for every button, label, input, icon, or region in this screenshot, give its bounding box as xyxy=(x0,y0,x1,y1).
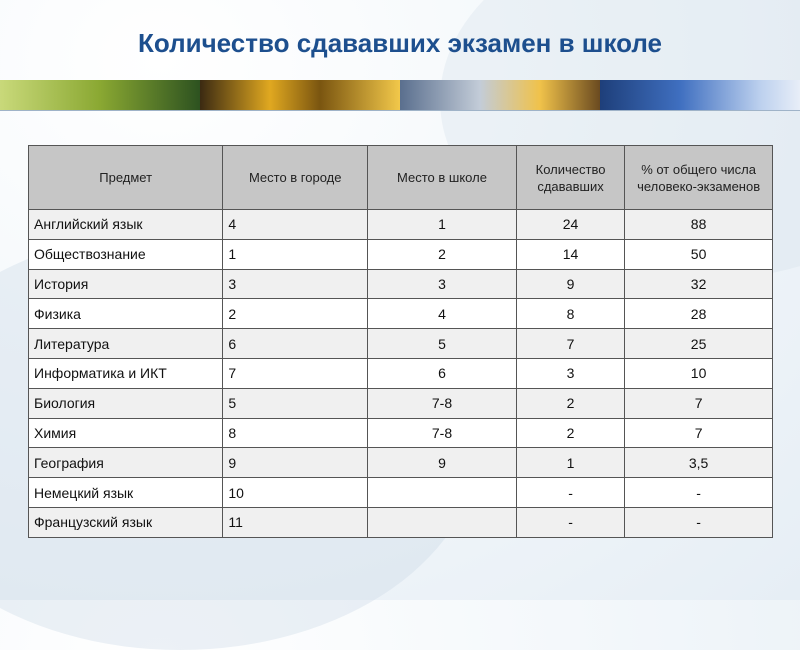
table-row xyxy=(29,269,773,299)
cell-count: 24 xyxy=(516,210,624,240)
cell-count: 2 xyxy=(516,388,624,418)
cell-percent: 32 xyxy=(625,269,773,299)
header-percent: % от общего числа человеко-экзаменов xyxy=(625,146,773,210)
cell-percent: 88 xyxy=(625,210,773,240)
cell-school-rank: 6 xyxy=(368,358,517,388)
cell-subject: Физика xyxy=(29,299,223,329)
cell-school-rank: 7-8 xyxy=(368,388,517,418)
cell-school-rank: 4 xyxy=(368,299,517,329)
cell-percent: - xyxy=(625,478,773,508)
table-row xyxy=(29,239,773,269)
table-header-row xyxy=(29,146,773,210)
cell-city-rank: 7 xyxy=(223,358,368,388)
cell-percent: 7 xyxy=(625,418,773,448)
cell-city-rank: 1 xyxy=(223,239,368,269)
cell-subject: Химия xyxy=(29,418,223,448)
header-subject: Предмет xyxy=(29,146,223,210)
cell-city-rank: 5 xyxy=(223,388,368,418)
cell-subject: Информатика и ИКТ xyxy=(29,358,223,388)
banner-image-plant xyxy=(0,80,200,110)
cell-school-rank: 1 xyxy=(368,210,517,240)
header-city-rank: Место в городе xyxy=(223,146,368,210)
cell-percent: 3,5 xyxy=(625,448,773,478)
cell-subject: История xyxy=(29,269,223,299)
cell-subject: Биология xyxy=(29,388,223,418)
cell-city-rank: 6 xyxy=(223,329,368,359)
cell-percent: 7 xyxy=(625,388,773,418)
table-row xyxy=(29,210,773,240)
table-row xyxy=(29,478,773,508)
cell-subject: Французский язык xyxy=(29,507,223,537)
cell-school-rank: 2 xyxy=(368,239,517,269)
cell-city-rank: 10 xyxy=(223,478,368,508)
cell-school-rank xyxy=(368,478,517,508)
cell-count: 3 xyxy=(516,358,624,388)
cell-subject: Обществознание xyxy=(29,239,223,269)
cell-subject: География xyxy=(29,448,223,478)
cell-subject: Немецкий язык xyxy=(29,478,223,508)
table-row xyxy=(29,448,773,478)
exam-table xyxy=(28,145,773,538)
cell-school-rank: 9 xyxy=(368,448,517,478)
cell-school-rank xyxy=(368,507,517,537)
table-row xyxy=(29,507,773,537)
cell-city-rank: 11 xyxy=(223,507,368,537)
cell-city-rank: 3 xyxy=(223,269,368,299)
cell-school-rank: 5 xyxy=(368,329,517,359)
header-count: Количество сдававших xyxy=(516,146,624,210)
cell-city-rank: 9 xyxy=(223,448,368,478)
cell-city-rank: 8 xyxy=(223,418,368,448)
cell-subject: Английский язык xyxy=(29,210,223,240)
decorative-banner xyxy=(0,80,800,110)
banner-image-keyboard xyxy=(600,80,800,110)
cell-city-rank: 2 xyxy=(223,299,368,329)
table-row xyxy=(29,329,773,359)
cell-percent: 28 xyxy=(625,299,773,329)
cell-count: 2 xyxy=(516,418,624,448)
table-row xyxy=(29,388,773,418)
cell-count: 7 xyxy=(516,329,624,359)
cell-count: - xyxy=(516,478,624,508)
cell-count: - xyxy=(516,507,624,537)
cell-count: 9 xyxy=(516,269,624,299)
banner-image-lab xyxy=(400,80,600,110)
cell-count: 1 xyxy=(516,448,624,478)
cell-city-rank: 4 xyxy=(223,210,368,240)
header-school-rank: Место в школе xyxy=(368,146,517,210)
table-row xyxy=(29,418,773,448)
slide-title: Количество сдававших экзамен в школе xyxy=(137,28,663,58)
cell-school-rank: 3 xyxy=(368,269,517,299)
cell-count: 8 xyxy=(516,299,624,329)
table-row xyxy=(29,358,773,388)
banner-divider xyxy=(0,110,800,111)
table-row xyxy=(29,299,773,329)
banner-image-gears xyxy=(200,80,400,110)
cell-percent: 25 xyxy=(625,329,773,359)
cell-count: 14 xyxy=(516,239,624,269)
cell-subject: Литература xyxy=(29,329,223,359)
cell-school-rank: 7-8 xyxy=(368,418,517,448)
cell-percent: - xyxy=(625,507,773,537)
cell-percent: 50 xyxy=(625,239,773,269)
cell-percent: 10 xyxy=(625,358,773,388)
